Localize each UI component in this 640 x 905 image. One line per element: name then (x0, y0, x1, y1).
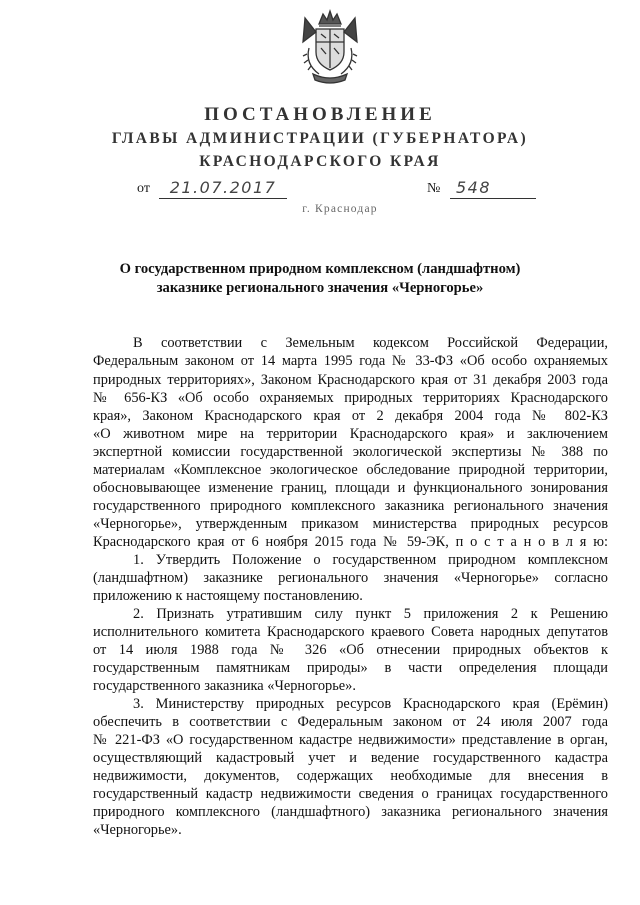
decree-title-line: заказнике регионального значения «Черногорье» (156, 280, 484, 296)
body-line: «Черногорье». (93, 822, 182, 838)
body-line: № 656-КЗ «Об особо охраняемых природных территориях Краснодарского (93, 390, 608, 406)
body-line: приложению к настоящему постановлению. (93, 588, 363, 604)
body-line: природного комплексного (ландшафтного) заказника регионального значения (93, 804, 608, 820)
numbered-item-line: 1. Утвердить Положение о государственном природном комплексном (133, 552, 608, 568)
number-value: 548 (450, 178, 536, 199)
body-line: обеспечить в соответствии с Федеральным законом от 24 июля 2007 года (93, 714, 608, 730)
body-line: государственным памятникам природы» в части определения площади (93, 660, 608, 676)
document-type-title: ПОСТАНОВЛЕНИЕ (204, 104, 436, 125)
body-line: осуществляющий кадастровый учет и ведение государственного кадастра (93, 750, 608, 766)
body-line: недвижимости, документов, содержащих необходимые для внесения в (93, 768, 608, 784)
body-line: исполнительного комитета Краснодарского краевого Совета народных депутатов (93, 624, 608, 640)
numbered-item-line: 2. Признать утратившим силу пункт 5 приложения 2 к Решению (133, 606, 608, 622)
body-line: государственный кадастр недвижимости сведения о границах государственного (93, 786, 608, 802)
body-line: Краснодарского края от 6 ноября 2015 года № 59-ЭК, п о с т а н о в л я ю: (93, 534, 608, 550)
body-line: «Черногорье», утвержденным приказом министерства природных ресурсов (93, 516, 608, 532)
issuer-line-1: ГЛАВЫ АДМИНИСТРАЦИИ (ГУБЕРНАТОРА) (111, 130, 529, 147)
body-line: экспертной комиссии государственной экологической экспертизы № 388 по (93, 444, 608, 460)
body-line: от 14 июля 1988 года № 326 «Об отнесении природных объектов к (93, 642, 608, 658)
body-line: «О животном мире на территории Краснодарского края» и заключением (93, 426, 608, 442)
date-label: от (137, 181, 150, 196)
body-line: материалам «Комплексное экологическое обследование природной территории, (93, 462, 608, 478)
date-value: 21.07.2017 (159, 178, 287, 199)
body-line: В соответствии с Земельным кодексом Российской Федерации, (133, 335, 608, 351)
number-label: № (427, 181, 441, 196)
coat-of-arms-emblem (299, 8, 361, 86)
body-line: обосновывающее изменение границ, площади и функционального зонирования (93, 480, 608, 496)
body-line: Федеральным законом от 14 марта 1995 года № 33-ФЗ «Об особо охраняемых (93, 353, 608, 369)
body-line: природных территориях», Законом Краснодарского края от 31 декабря 2003 года (93, 372, 608, 388)
body-line: (ландшафтном) заказнике регионального значения «Черногорье» согласно (93, 570, 608, 586)
numbered-item-line: 3. Министерству природных ресурсов Краснодарского края (Ерёмин) (133, 696, 608, 712)
body-line: государственного природного комплексного заказника регионального значения (93, 498, 608, 514)
body-line: края», Законом Краснодарского края от 2 декабря 2004 года № 802-КЗ (93, 408, 608, 424)
body-line: № 221-ФЗ «О государственном кадастре недвижимости» представление в орган, (93, 732, 608, 748)
issuer-line-2: КРАСНОДАРСКОГО КРАЯ (199, 153, 441, 170)
city-label: г. Краснодар (302, 203, 378, 215)
body-line: государственного заказника «Черногорье». (93, 678, 356, 694)
decree-title-line: О государственном природном комплексном (ландшафтном) (119, 261, 521, 277)
